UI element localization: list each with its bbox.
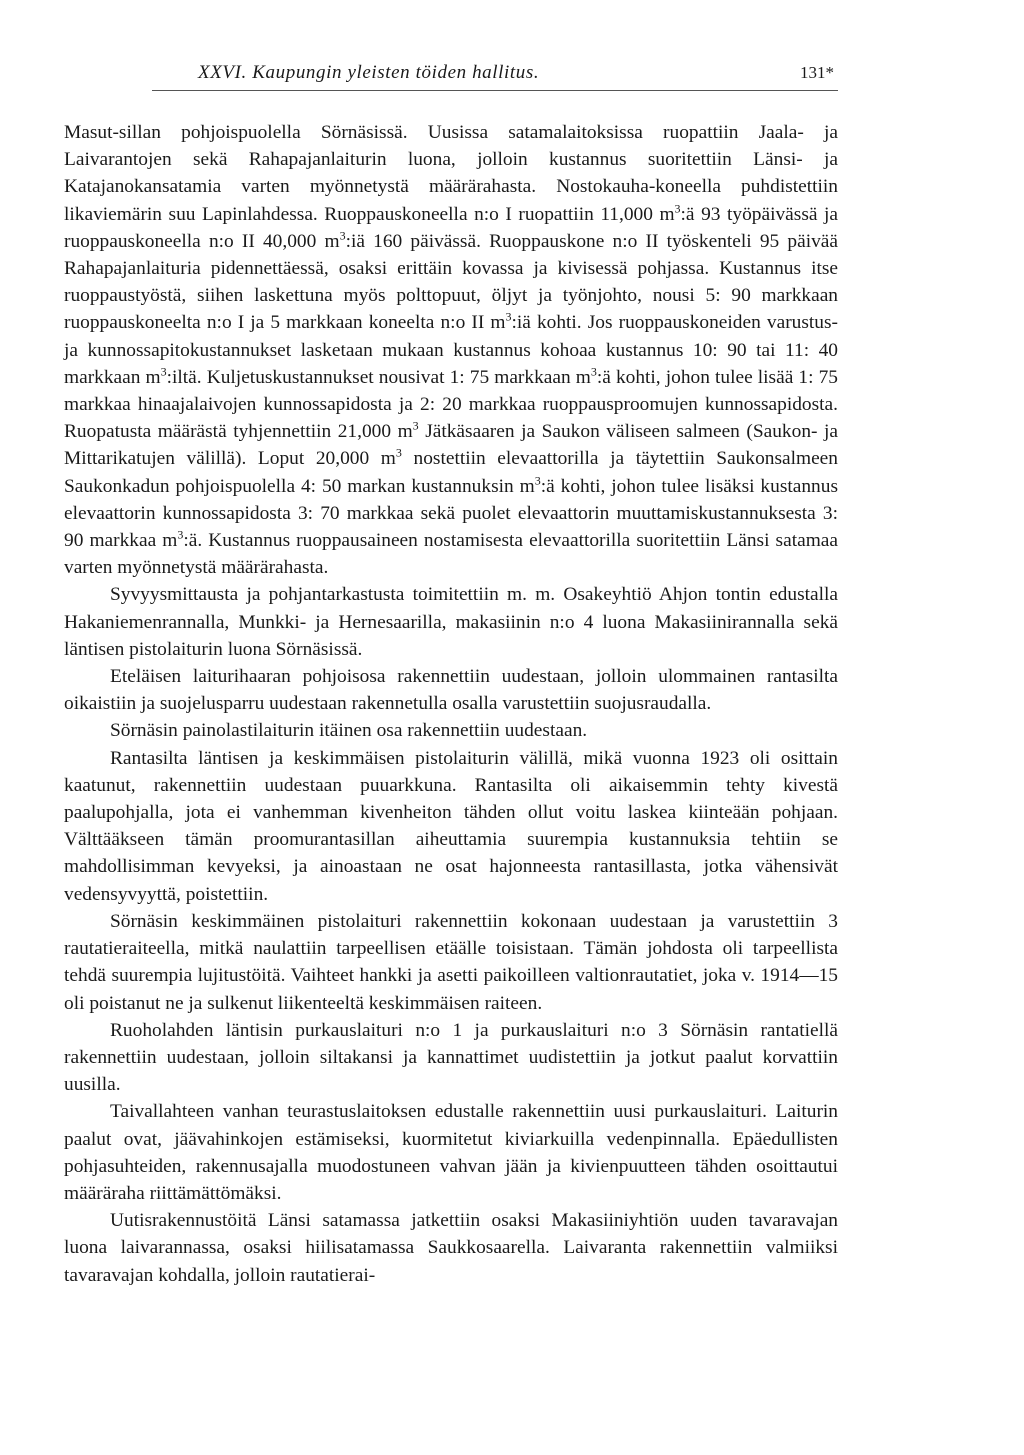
superscript: 3 [590,364,597,379]
superscript: 3 [160,364,167,379]
paragraph-text: :ä kohti, johon tulee lisäksi kustannus elevaattorin kunnossapidosta 3: 70 markkaa sekä puolet elevaattorin muuttamiskustannuksesta 3: 90 markkaa m [64,475,838,552]
superscript: 3 [674,201,681,216]
paragraph [64,663,838,717]
superscript: 3 [412,418,419,433]
paragraph-text: Ruoholahden läntisin purkauslaituri n:o 1 ja purkauslaituri n:o 3 Sörnäsin rantatiellä rakennettiin uudestaan, jolloin siltakansi ja kannattimet uudistettiin ja jotkut paalut korvattiin uusilla. [64,1019,838,1096]
header-title: XXVI. Kaupungin yleisten töiden hallitus. [198,62,540,83]
paragraph-text: Sörnäsin painolastilaiturin itäinen osa rakennettiin uudestaan. [110,720,588,742]
paragraph [64,1017,838,1099]
paragraph [64,581,838,663]
paragraph-text: Uutisrakennustöitä Länsi satamassa jatkettiin osaksi Makasiiniyhtiön uuden tavaravajan luona laivarannassa, osaksi hiilisatamassa Saukkosaarella. Laivaranta rakennettiin valmiiksi tavaravajan kohdalla, jolloin rautatierai- [64,1210,838,1286]
paragraph [64,745,838,908]
paragraph-text: Eteläisen laiturihaaran pohjoisosa rakennettiin uudestaan, jolloin ulommainen rantasilta oikaistiin ja suojelusparru uudestaan rakennetulla osalla varustettiin suojusraudalla. [64,666,838,715]
paragraph-text: :ä. Kustannus ruoppausaineen nostamisesta elevaattorilla suoritettiin Länsi satamaa varten myönnetystä määrärahasta. [64,530,838,579]
superscript: 3 [505,309,512,324]
paragraph-text: nostettiin elevaattorilla ja täytettiin Saukonsalmeen Saukonkadun pohjoispuolella 4: 50 markan kustannuksin m [64,448,838,497]
running-header [152,58,838,91]
paragraph [64,1207,838,1289]
page-number: 131* [800,63,834,82]
paragraph-text: Sörnäsin keskimmäinen pistolaituri rakennettiin kokonaan uudestaan ja varustettiin 3 rautatieraiteella, mitkä naulattiin tarpeellisen etäälle toisistaan. Tämän johdosta oli tarpeellista tehdä suurempia lujitustöitä. Vaihteet hankki ja asetti paikoilleen valtionrautatiet, joka v. 1914—15 oli poistanut ne ja sulkenut liikenteeltä keskimmäisen raiteen. [64,910,838,1014]
paragraph [64,119,838,581]
paragraph-text: Masut-sillan pohjoispuolella Sörnäsissä. Uusissa satamalaitoksissa ruopattiin Jaala- ja Laivarantojen sekä Rahapajanlaiturin luona, jolloin kustannus suoritettiin Länsi- ja Katajanokansatamia varten myönnetystä määrärahasta. Nostokauha-koneella puhdistettiin likaviemärin suu Lapinlahdessa. Ruoppauskoneella n:o I ruopattiin 11,000 m [64,122,838,225]
superscript: 3 [339,228,346,243]
paragraph-text: Rantasilta läntisen ja keskimmäisen pistolaiturin välillä, mikä vuonna 1923 oli osittain kaatunut, rakennettiin uudestaan puuarkkuna. Rantasilta oli aikaisemmin tehty kivestä paalupohjalla, jota ei vanhemman kivenheiton tähden ollut voitu laskea kiinteään pohjaan. Välttääkseen tämän proomurantasillan aiheuttamia suurempia kustannuksia tehtiin se mahdollisimman kevyeksi, ja ainoastaan ne osat hajonneesta rantasillasta, jotka vähensivät vedensyvyyttä, poistettiin. [64,747,838,905]
paragraph [64,1098,838,1207]
paragraph-text: :ä 93 työpäivässä ja ruoppauskoneella n:o II 40,000 m [64,203,838,252]
paragraph-text: :iltä. Kuljetuskustannukset nousivat 1: 75 markkaan m [166,366,591,388]
paragraph-text: Jätkäsaaren ja Saukon väliseen salmeen (Saukon- ja Mittarikatujen välillä). Loput 20,000 m [64,421,838,470]
paragraph-text: :iä kohti. Jos ruoppauskoneiden varustus- ja kunnossapitokustannukset lasketaan mukaan kustannus kohoaa kustannus 10: 90 tai 11: 40 markkaan m [64,312,838,388]
paragraph [64,717,838,744]
superscript: 3 [177,527,184,542]
document-page [64,58,838,1289]
paragraph-text: :ä kohti, johon tulee lisää 1: 75 markkaa hinaajalaivojen kunnossapidosta ja 2: 20 markkaa ruoppausproomujen kunnossapidosta. Ruopatusta määrästä tyhjennettiin 21,000 m [64,366,838,443]
superscript: 3 [534,473,541,488]
superscript: 3 [395,445,402,460]
body-text [64,119,838,1289]
paragraph-text: Syvyysmittausta ja pohjantarkastusta toimitettiin m. m. Osakeyhtiö Ahjon tontin edustalla Hakaniemenrannalla, Munkki- ja Hernesaarilla, makasiinin n:o 4 luona Makasiinirannalla sekä läntisen pistolaiturin luona Sörnäsissä. [64,584,838,660]
paragraph-text: Taivallahteen vanhan teurastuslaitoksen edustalle rakennettiin uusi purkauslaituri. Laiturin paalut ovat, jäävahinkojen estämiseksi, kuormitetut kiviarkuilla vedenpinnalla. Epäedullisten pohjasuhteiden, rakennusajalla muodostuneen vahvan jään ja kivienpuutteen tähden osoittautui määräraha riittämättömäksi. [64,1101,838,1204]
paragraph-text: :iä 160 päivässä. Ruoppauskone n:o II työskenteli 95 päivää Rahapajanlaituria pidennettäessä, osaksi erittäin kovassa ja kivisessä pohjassa. Kustannus itse ruoppaustyöstä, siihen laskettuna myös polttopuut, öljyt ja työnjohto, nousi 5: 90 markkaan ruoppauskoneelta n:o I ja 5 markkaan koneelta n:o II m [64,230,839,334]
paragraph [64,908,838,1017]
